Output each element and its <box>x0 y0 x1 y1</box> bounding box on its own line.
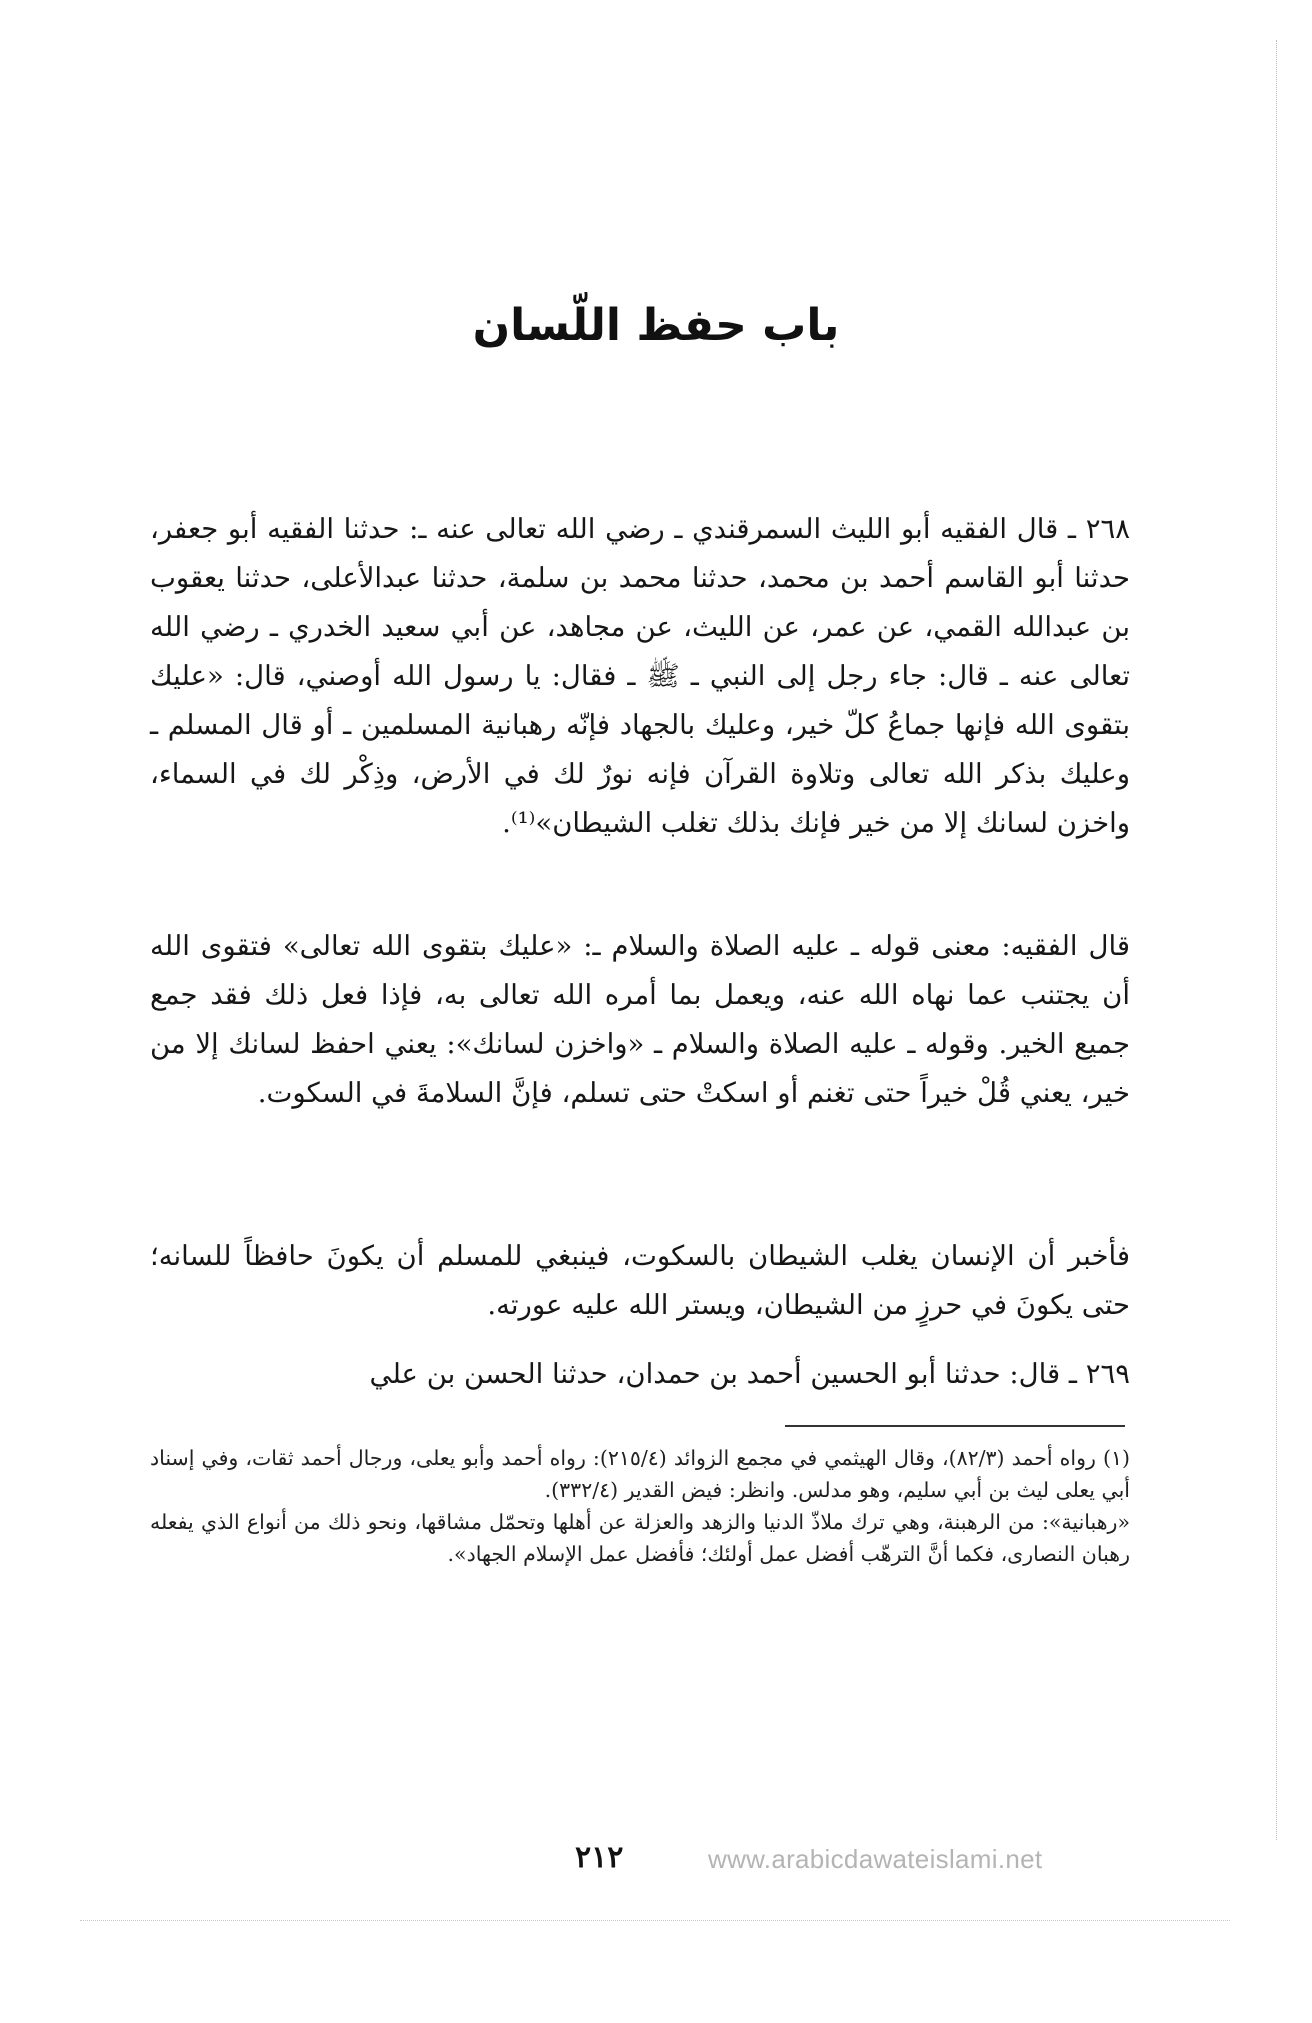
chapter-title: باب حفظ اللّسان <box>472 300 840 351</box>
paragraph-hadith-268 <box>150 505 1130 935</box>
paragraph-text: ٢٦٩ ـ قال: حدثنا أبو الحسين أحمد بن حمدان، حدثنا الحسن بن علي <box>369 1358 1130 1390</box>
page-number: ٢١٢ <box>575 1840 624 1875</box>
footnote-separator <box>785 1425 1125 1427</box>
watermark-url: www.arabicdawateislami.net <box>708 1844 1043 1874</box>
paragraph-text: ٢٦٨ ـ قال الفقيه أبو الليث السمرقندي ـ رضي الله تعالى عنه ـ: حدثنا الفقيه أبو جعفر، حدثنا أبو القاسم أحمد بن محمد، حدثنا محمد بن سلمة، حدثنا عبدالأعلى، حدثنا يعقوب بن عبدالله القمي، عن عمر، عن الليث، عن مجاهد، عن أبي سعيد الخدري ـ رضي الله تعالى عنه ـ قال: جاء رجل إلى النبي ـ ﷺ ـ فقال: يا رسول الله أوصني، قال: «عليك بتقوى الله فإنها جماعُ كلّ خير، وعليك بالجهاد فإنّه رهبانية المسلمين ـ أو قال المسلم ـ وعليك بذكر الله تعالى وتلاوة القرآن فإنه نورٌ لك في الأرض، وذِكْر لك في السماء، واخزن لسانك إلا من خير فإنك بذلك تغلب الشيطان»⁽¹⁾. <box>150 513 1130 839</box>
footnote-1: (١) رواه أحمد (٨٢/٣)، وقال الهيثمي في مجمع الزوائد (٢١٥/٤): رواه أحمد وأبو يعلى، ورجال أحمد ثقات، وفي إسناد أبي يعلى ليث بن أبي سليم، وهو مدلس. وانظر: فيض القدير (٣٣٢/٤). <box>150 1446 1131 1502</box>
footnote-2: «رهبانية»: من الرهبنة، وهي ترك ملاذّ الدنيا والزهد والعزلة عن أهلها وتحمّل مشاقها، ونحو ذلك من أنواع الذي يفعله رهبان النصارى، فكما أنَّ الترهّب أفضل عمل أولئك؛ فأفضل عمل الإسلام الجهاد». <box>150 1510 1130 1566</box>
paragraph-conclusion <box>150 1232 1130 1340</box>
footnotes <box>150 1442 1130 1570</box>
page-footer <box>0 1840 1312 1880</box>
paragraph-commentary <box>150 922 1130 1222</box>
paragraph-text: قال الفقيه: معنى قوله ـ عليه الصلاة والسلام ـ: «عليك بتقوى الله تعالى» فتقوى الله أن يجتنب عما نهاه الله عنه، ويعمل بما أمره الله تعالى به، فإذا فعل ذلك فقد جمع جميع الخير. وقوله ـ عليه الصلاة والسلام ـ «واخزن لسانك»: يعني احفظ لسانك إلا من خير، يعني قُلْ خيراً حتى تغنم أو اسكتْ حتى تسلم، فإنَّ السلامةَ في السكوت. <box>150 930 1130 1109</box>
paragraph-text: فأخبر أن الإنسان يغلب الشيطان بالسكوت، فينبغي للمسلم أن يكونَ حافظاً للسانه؛ حتى يكونَ في حرزٍ من الشيطان، ويستر الله عليه عورته. <box>150 1240 1130 1321</box>
paragraph-hadith-269 <box>150 1350 1130 1406</box>
scan-bottom-edge <box>80 1920 1230 1921</box>
